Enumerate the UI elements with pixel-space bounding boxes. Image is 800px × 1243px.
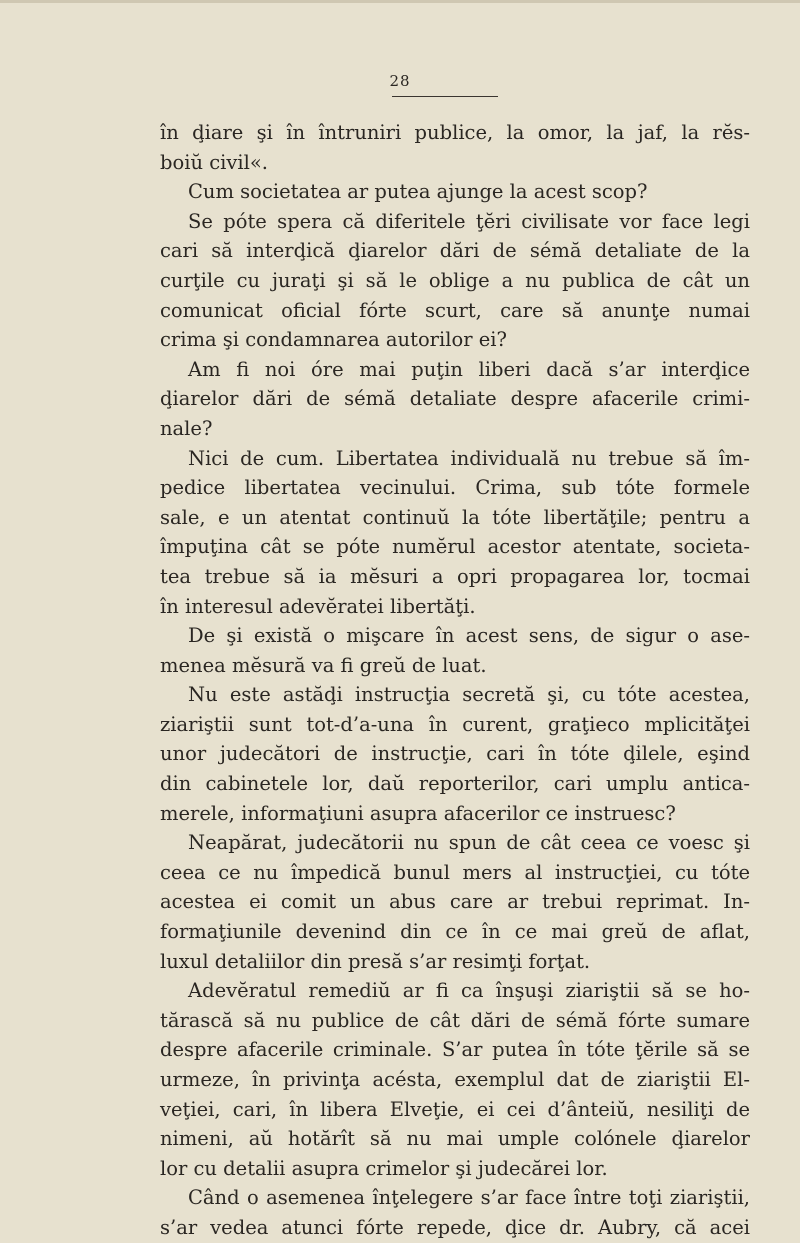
text-line: acestea ei comit un abus care ar trebui reprimat. In-	[160, 890, 750, 914]
body-text	[160, 118, 750, 1243]
text-line: Am fi noi óre mai puţin liberi dacă s’ar interḑice	[188, 357, 750, 381]
text-line: merele, informaţiuni asupra afacerilor ce instruesc?	[160, 801, 676, 825]
text-line: s’ar vedea atunci fórte repede, ḑice dr. Aubry, că acei	[160, 1215, 750, 1239]
text-line: tea trebue să ia mĕsuri a opri propagarea lor, tocmai	[160, 564, 750, 588]
page-top-edge	[0, 0, 800, 3]
text-line: nale?	[160, 416, 213, 440]
text-line: ziariştii sunt tot-d’a-una în curent, graţieco mplicităţei	[160, 712, 750, 736]
text-line: veţiei, cari, în libera Elveţie, ei cei d’ânteiŭ, nesiliţi de	[160, 1097, 750, 1121]
text-line: Nici de cum. Libertatea individuală nu trebue să îm-	[188, 446, 750, 470]
text-line: formaţiunile devenind din ce în ce mai greŭ de aflat,	[160, 920, 750, 944]
text-line: comunicat oficial fórte scurt, care să anunţe numai	[160, 298, 750, 322]
text-line: în interesul adevĕratei libertăţi.	[160, 594, 476, 618]
text-line: tărască să nu publice de cât dări de sémă fórte sumare	[160, 1008, 750, 1032]
text-line: cari să interḑică ḑiarelor dări de sémă detaliate de la	[160, 239, 750, 263]
text-line: lor cu detalii asupra crimelor şi judecărei lor.	[160, 1156, 608, 1180]
text-line: ceea ce nu împedică bunul mers al instrucţiei, cu tóte	[160, 860, 750, 884]
page-number: 28	[389, 72, 411, 90]
text-line: boiŭ civil«.	[160, 150, 268, 174]
text-line: Neapărat, judecătorii nu spun de cât ceea ce voesc şi	[188, 831, 750, 855]
header-rule	[392, 96, 498, 97]
text-line: De şi există o mişcare în acest sens, de sigur o ase-	[188, 624, 750, 648]
text-line: Cum societatea ar putea ajunge la acest scop?	[188, 180, 648, 204]
text-line: din cabinetele lor, daŭ reporterilor, cari umplu antica-	[160, 772, 750, 796]
text-line: Nu este astăḑi instrucţia secretă şi, cu tóte acestea,	[188, 683, 750, 707]
text-line: Se póte spera că diferitele ţĕri civilisate vor face legi	[188, 209, 750, 233]
text-line: nimeni, aŭ hotărît să nu mai umple colónele ḑiarelor	[160, 1127, 750, 1151]
text-line: sale, e un atentat continuŭ la tóte libertăţile; pentru a	[160, 505, 750, 529]
text-line: despre afacerile criminale. S’ar putea în tóte ţĕrile să se	[160, 1038, 750, 1062]
text-line: Adevĕratul remediŭ ar fi ca înşuşi ziariştii să se ho-	[188, 979, 750, 1003]
text-line: în ḑiare şi în întruniri publice, la omor, la jaf, la rĕs-	[160, 121, 750, 144]
text-line: urmeze, în privinţa acésta, exemplul dat de ziariştii El-	[160, 1068, 750, 1091]
text-line: Când o asemenea înţelegere s’ar face între toţi ziariştii,	[188, 1186, 750, 1210]
text-line: menea mĕsură va fi greŭ de luat.	[160, 653, 487, 677]
text-line: ḑiarelor dări de sémă detaliate despre afacerile crimi-	[160, 387, 750, 411]
text-line: unor judecători de instrucţie, cari în tóte ḑilele, eşind	[160, 742, 750, 766]
text-line: luxul detaliilor din presă s’ar resimţi forţat.	[160, 949, 591, 973]
text-line: crima şi condamnarea autorilor ei?	[160, 328, 507, 352]
text-line: pedice libertatea vecinului. Crima, sub tóte formele	[160, 476, 750, 500]
text-line: împuţina cât se póte numĕrul acestor atentate, societa-	[160, 535, 750, 559]
text-line: curţile cu juraţi şi să le oblige a nu publica de cât un	[160, 268, 750, 292]
